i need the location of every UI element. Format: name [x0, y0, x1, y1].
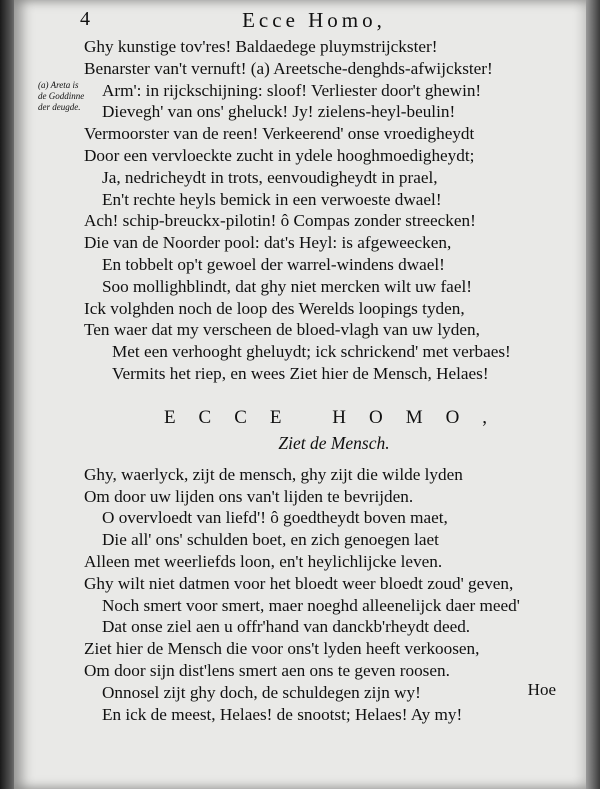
verse-line: Ick volghden noch de loop des Werelds loopings tyden, [84, 298, 465, 318]
verse-line: Vermoorster van de reen! Verkeerend' onse vroedigheydt [84, 124, 475, 144]
verse-line: Dievegh' van ons' gheluck! Jy! zielens-heyl-beulin! [102, 102, 456, 122]
verse-line: En't rechte heyls bemick in een verwoeste dwael! [102, 189, 442, 209]
verse-line: En tobbelt op't gewoel der warrel-windens dwael! [102, 254, 445, 274]
book-page [14, 0, 588, 789]
section-subheading: Ziet de Mensch. [278, 432, 390, 453]
verse-line: Benarster van't vernuft! (a) Areetsche-denghds-afwijckster! [84, 58, 493, 78]
catchword: Hoe [527, 680, 556, 699]
verse-line: Die all' ons' schulden boet, en zich genoegen laet [102, 530, 439, 550]
verse-line: Om door uw lijden ons van't lijden te bevrijden. [84, 486, 414, 506]
verse-line: Ghy kunstige tov'res! Baldaedege pluymstrijckster! [84, 37, 438, 56]
verse-line: Ziet hier de Mensch die voor ons't lyden heeft verkoosen, [84, 639, 480, 659]
verse-line: Onnosel zijt ghy doch, de schuldegen zijn wy! [102, 682, 421, 702]
verse-line: Die van de Noorder pool: dat's Heyl: is afgeweecken, [84, 233, 452, 253]
verse-line: Alleen met weerliefds loon, en't heylichlijcke leven. [84, 551, 443, 571]
verse-line: Ghy, waerlyck, zijt de mensch, ghy zijt die wilde lyden [84, 464, 463, 484]
verse-line: O overvloedt van liefd'! ô goedtheydt boven maet, [102, 508, 448, 528]
margin-note: (a) Areta is de Goddinne der deugde. [38, 80, 85, 112]
verse-line: Ten waer dat my verscheen de bloed-vlagh van uw lyden, [84, 320, 480, 340]
verse-line: Met een verhooght gheluydt; ick schrickend' met verbaes! [112, 342, 511, 362]
stanza-one [84, 36, 584, 385]
verse-line: Soo mollighblindt, dat ghy niet mercken wilt uw fael! [102, 276, 472, 296]
verse-line: Ja, nedricheydt in trots, eenvoudigheydt in prael, [102, 167, 438, 187]
verse-line: Noch smert voor smert, maer noeghd alleenelijck daer meed' [102, 595, 520, 615]
verse-line: Ach! schip-breuckx-pilotin! ô Compas zonder streecken! [84, 211, 476, 231]
verse-line: Vermits het riep, en wees Ziet hier de Mensch, Helaes! [112, 363, 489, 383]
verse-line: En ick de meest, Helaes! de snootst; Helaes! Ay my! [102, 704, 463, 724]
verse-line: Om door sijn dist'lens smert aen ons te geven roosen. [84, 660, 450, 680]
page-number: 4 [80, 8, 90, 30]
verse-line: Door een vervloeckte zucht in ydele hooghmoedigheydt; [84, 145, 475, 165]
section-heading: ECCE HOMO, [163, 406, 511, 428]
poem-body [84, 36, 584, 725]
running-head: Ecce Homo, [242, 8, 386, 32]
verse-line: Arm': in rijckschijning: sloof! Verliester door't ghewin! [102, 80, 482, 100]
verse-line: Ghy wilt niet datmen voor het bloedt weer bloedt zoud' geven, [84, 573, 514, 593]
book-gutter-right [586, 0, 600, 789]
stanza-two [84, 464, 584, 726]
verse-line: Dat onse ziel aen u offr'hand van danckb'rheydt deed. [102, 617, 471, 637]
